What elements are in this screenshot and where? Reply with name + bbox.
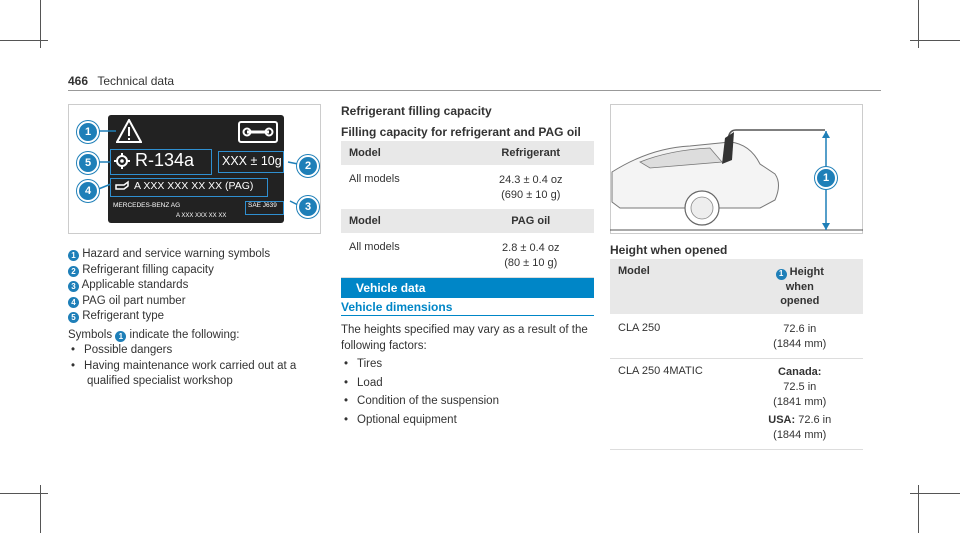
legend-item: 3 Applicable standards [68,278,296,294]
page-header [68,74,174,88]
callout-2: 2 [297,155,319,177]
callout-leaders [68,104,321,234]
page-number: 466 [68,74,89,88]
legend-item: 1 Hazard and service warning symbols [68,247,296,263]
amount-text: XXX ± 10g [222,154,282,168]
part-no-text: A XXX XXX XX XX [176,213,227,219]
vehicle-dimensions-heading: Vehicle dimensions [341,300,453,314]
col-model: Model [610,259,737,314]
callout-5: 5 [77,152,99,174]
header-rule [68,90,881,91]
factor-bullet: • Tires [341,357,588,373]
factor-bullet: • Condition of the suspension [341,394,588,410]
crop-mark [0,40,48,41]
factor-bullet: • Optional equipment [341,413,588,429]
oil-part-text: A XXX XXX XX XX (PAG) [134,180,254,192]
callout-1: 1 [77,121,99,143]
col-height: 1 Height when opened [737,259,864,314]
table-row: CLA 250 72.6 in (1844 mm) [618,321,827,350]
symbols-line: Symbols 1 indicate the following: [68,328,240,341]
maker-text: MERCEDES-BENZ AG [113,202,181,209]
height-table [610,259,863,450]
height-title: Height when opened [610,243,728,257]
legend-list [68,247,296,390]
crop-mark [910,40,960,41]
legend-item: 5 Refrigerant type [68,309,296,325]
refrigerant-title: Refrigerant filling capacity [341,104,492,118]
callout-4: 4 [77,180,99,202]
col-pag-oil: PAG oil [468,209,595,233]
col-refrigerant: Refrigerant [468,141,595,165]
table-row: CLA 250 4MATIC Canada: 72.5 in (1841 mm) USA: 72.6 in (1844 mm) [610,358,863,449]
legend-item: 4 PAG oil part number [68,294,296,310]
refrigerant-type-text: R-134a [135,150,195,170]
table-row: All models 24.3 ± 0.4 oz (690 ± 10 g) [349,173,563,201]
col-model: Model [341,209,468,233]
vehicle-text: The heights specified may vary as a result of the following factors: • Tires • Load • Condition of the suspension • Optional equipment [341,323,588,428]
legend-item: 2 Refrigerant filling capacity [68,263,296,279]
standard-text: SAE J639 [248,202,277,209]
col-model: Model [341,141,468,165]
callout-1-height: 1 [815,167,837,189]
symbols-bullet: • Possible dangers [68,343,296,359]
symbols-bullet-cont: qualified specialist workshop [87,375,233,387]
table-row: All models 2.8 ± 0.4 oz (80 ± 10 g) [341,233,594,278]
refrigerant-subtitle: Filling capacity for refrigerant and PAG oil [341,125,581,139]
crop-mark [910,493,960,494]
symbols-bullet: • Having maintenance work carried out at a [68,359,296,375]
callout-3: 3 [297,196,319,218]
vehicle-dimensions-rule [341,315,594,316]
factor-bullet: • Load [341,376,588,392]
section-title: Technical data [97,74,175,88]
crop-mark [0,493,48,494]
refrigerant-table [341,141,594,278]
vehicle-data-bar: Vehicle data [341,278,594,298]
